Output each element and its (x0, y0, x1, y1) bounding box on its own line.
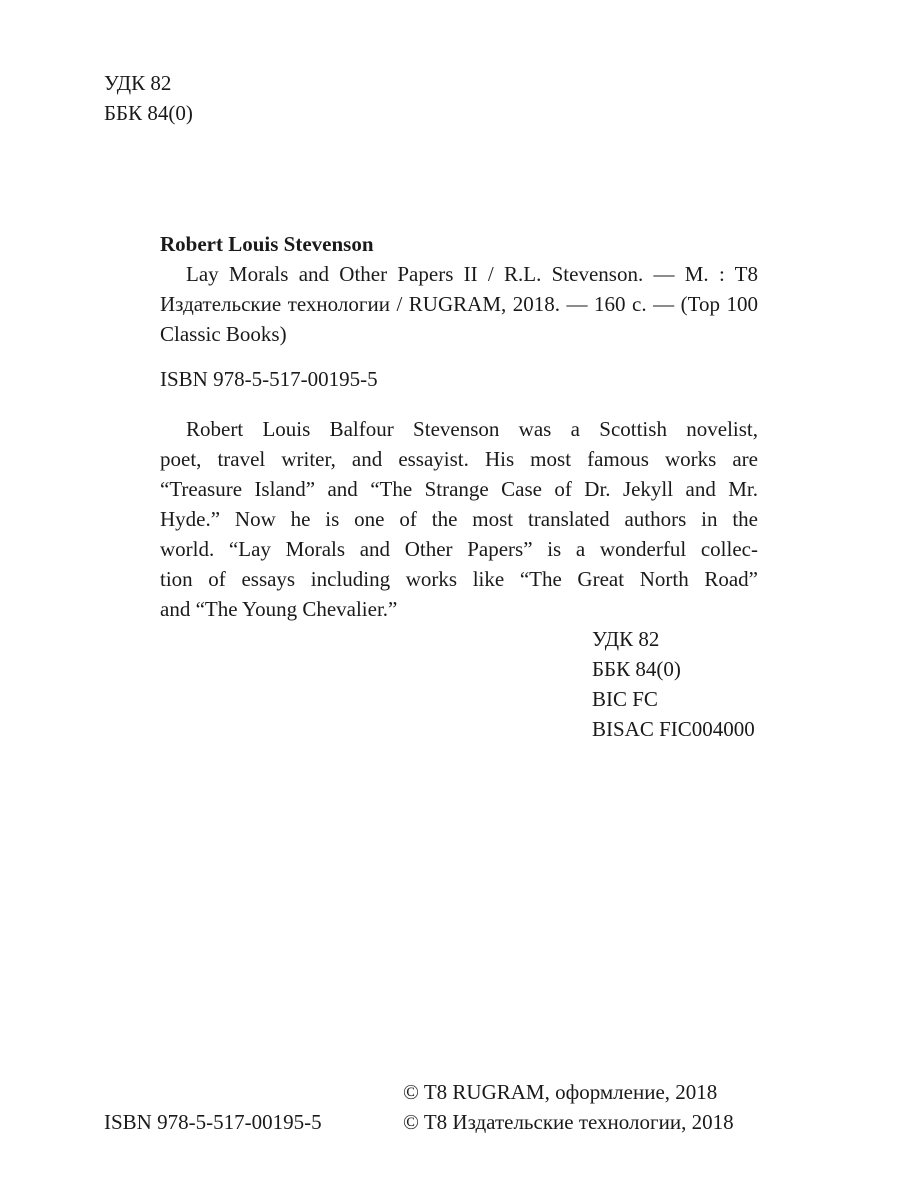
copyright-line: © T8 RUGRAM, оформление, 2018 (403, 1080, 718, 1104)
author-name: Robert Louis Stevenson (160, 232, 374, 256)
bibliographic-line: Lay Morals and Other Papers II / R.L. Stevenson. — M. : T8 (186, 262, 758, 286)
annotation (160, 414, 758, 624)
bibliographic-line: Издательские технологии / RUGRAM, 2018. — 160 с. — (Top 100 (160, 292, 758, 316)
annotation-line: poet, travel writer, and essayist. His most famous works are (160, 447, 758, 471)
isbn-text: ISBN 978-5-517-00195-5 (104, 1110, 322, 1134)
bibliographic-record (160, 229, 758, 349)
annotation-line: Robert Louis Balfour Stevenson was a Scottish novelist, (186, 417, 758, 441)
udk-code: УДК 82 (592, 627, 660, 651)
udk-code: УДК 82 (104, 71, 172, 95)
isbn-text: ISBN 978-5-517-00195-5 (160, 367, 378, 391)
bisac-code: BISAC FIC004000 (592, 717, 755, 741)
annotation-line: tion of essays including works like “The Great North Road” (160, 567, 758, 591)
annotation-line: world. “Lay Morals and Other Papers” is a wonderful collec- (160, 537, 758, 561)
bic-code: BIC FC (592, 687, 658, 711)
annotation-line: and “The Young Chevalier.” (160, 597, 398, 621)
top-classification-codes (104, 68, 193, 128)
bbk-code: ББК 84(0) (592, 657, 681, 681)
bbk-code: ББК 84(0) (104, 101, 193, 125)
annotation-line: Hyde.” Now he is one of the most translated authors in the (160, 507, 758, 531)
bottom-classification-codes (592, 624, 755, 744)
annotation-line: “Treasure Island” and “The Strange Case of Dr. Jekyll and Mr. (160, 477, 758, 501)
copyright-notice (403, 1077, 734, 1137)
isbn-footer (104, 1107, 322, 1137)
bibliographic-line: Classic Books) (160, 322, 287, 346)
copyright-line: © T8 Издательские технологии, 2018 (403, 1110, 734, 1134)
isbn-line (160, 364, 378, 394)
